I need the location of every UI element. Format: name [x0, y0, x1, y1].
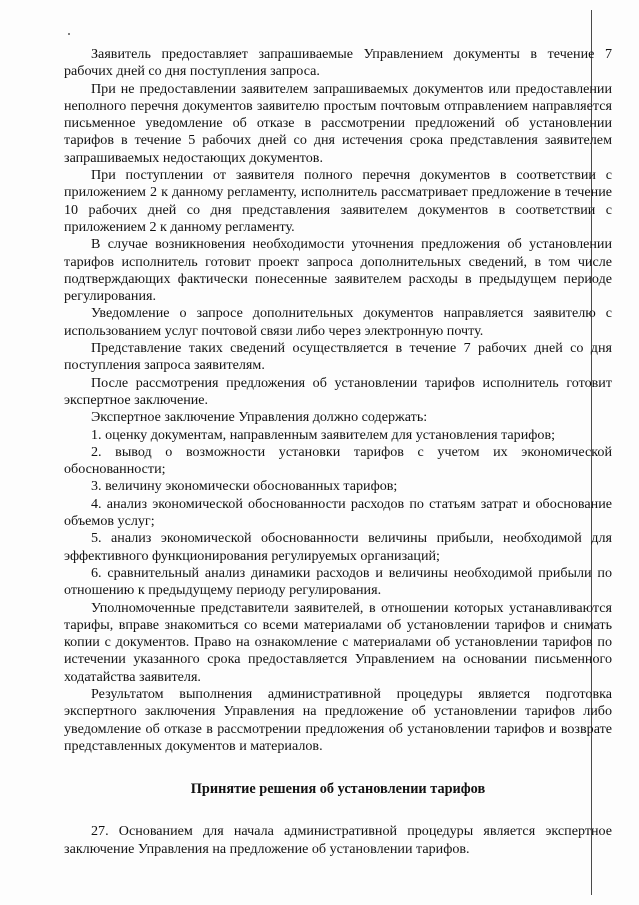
scan-speck [68, 33, 70, 35]
document-body [64, 46, 612, 858]
list-item: 4. анализ экономической обоснованности расходов по статьям затрат и обоснование объемов услуг; [64, 495, 612, 530]
paragraph: Представление таких сведений осуществляется в течение 7 рабочих дней со дня поступления запроса заявителям. [64, 340, 612, 374]
list-item: 5. анализ экономической обоснованности величины прибыли, необходимой для эффективного функционирования регулируемых организаций; [64, 530, 612, 564]
paragraph: При не предоставлении заявителем запрашиваемых документов или предоставлении неполного перечня документов заявителю простым почтовым отправлением направляется письменное уведомление об отказе в рассмотрении предложений об установлении тарифов в течение 5 рабочих дней со дня истечения срока представления заявителем запрашиваемых недостающих документов. [64, 80, 612, 166]
paragraph: Результатом выполнения административной процедуры является подготовка экспертного заключения Управления на предложение об установлении тарифов либо уведомление об отказе в рассмотрении предложения об установлении тарифов и возврате представленных документов и материалов. [64, 685, 612, 754]
paragraph: Уведомление о запросе дополнительных документов направляется заявителю с использованием услуг почтовой связи либо через электронную почту. [64, 305, 612, 339]
paragraph: Уполномоченные представители заявителей, в отношении которых устанавливаются тарифы, вправе знакомиться со всеми материалами об установлении тарифов и снимать копии с документов. Право на ознакомление с материалами об установлении тарифов по истечении указанного срока предоставляется Управлением на основании письменного ходатайства заявителя. [64, 599, 612, 685]
paragraph: При поступлении от заявителя полного перечня документов в соответствии с приложением 2 к данному регламенту, исполнитель рассматривает предложение в течение 10 рабочих дней со дня представления заявителем документов в соответствии с приложением 2 к данному регламенту. [64, 167, 612, 235]
paragraph: После рассмотрения предложения об установлении тарифов исполнитель готовит экспертное заключение. [64, 374, 612, 408]
paragraph: Экспертное заключение Управления должно содержать: [91, 409, 428, 426]
paragraph: 27. Основанием для начала административной процедуры является экспертное заключение Управления на предложение об установлении тарифов. [64, 823, 612, 857]
paragraph: Заявитель предоставляет запрашиваемые Управлением документы в течение 7 рабочих дней со дня поступления запроса. [64, 46, 612, 80]
list-item: 6. сравнительный анализ динамики расходов и величины необходимой прибыли по отношению к предыдущему периоду регулирования. [64, 564, 612, 599]
list-item: 2. вывод о возможности установки тарифов с учетом их экономической обоснованности; [64, 443, 612, 478]
list-item: 3. величину экономически обоснованных тарифов; [91, 478, 398, 495]
section-heading: Принятие решения об установлении тарифов [190, 781, 486, 798]
list-item: 1. оценку документам, направленным заявителем для установления тарифов; [91, 426, 556, 443]
paragraph: В случае возникновения необходимости уточнения предложения об установлении тарифов исполнитель готовит проект запроса дополнительных сведений, в том числе подтверждающих фактически понесенные заявителем расходы в предыдущем периоде регулирования. [64, 236, 612, 305]
